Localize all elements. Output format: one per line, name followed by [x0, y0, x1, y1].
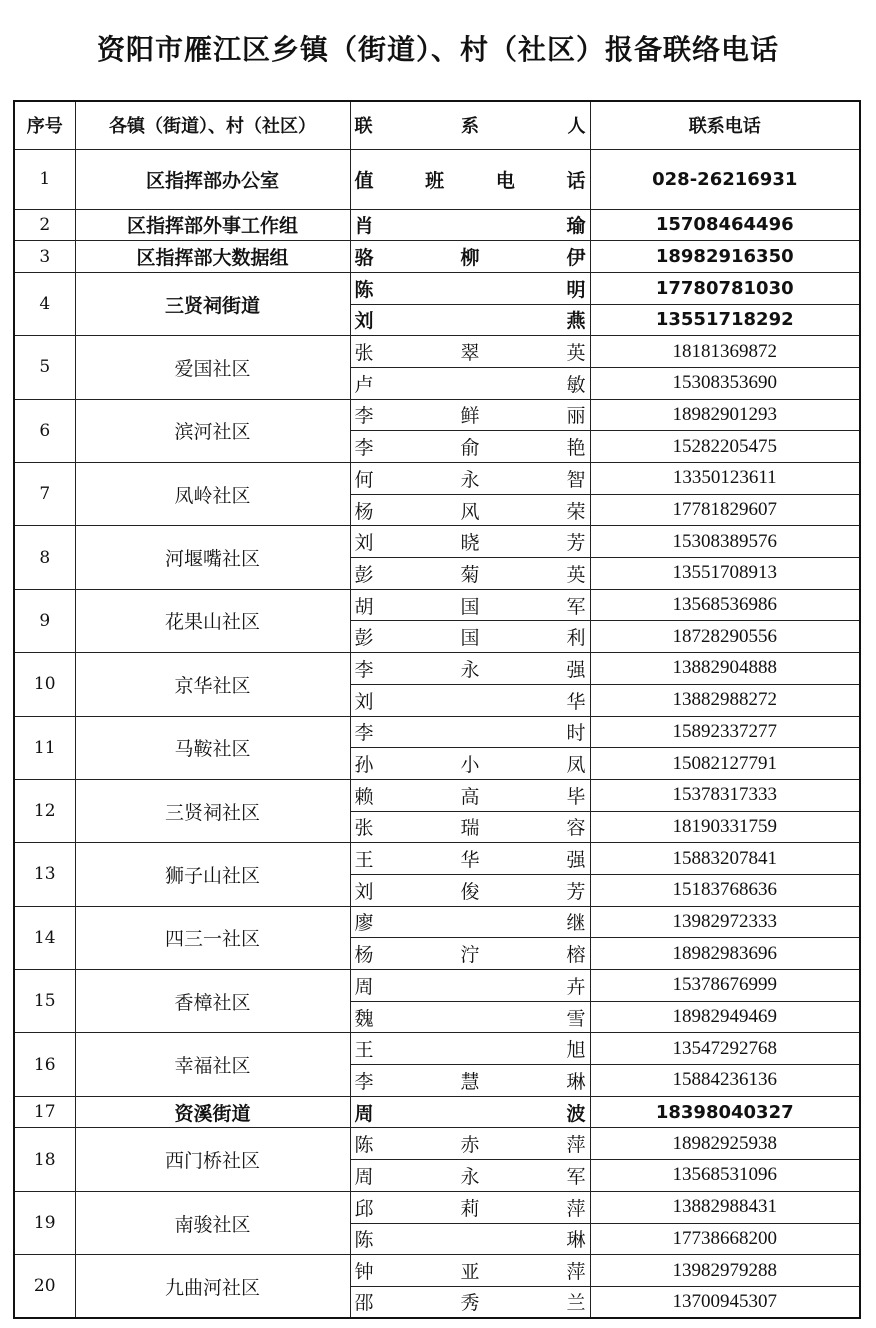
- contact-name-char: 柳: [460, 247, 480, 270]
- table-row: [14, 526, 860, 558]
- contact-phone: 13551708913: [590, 558, 860, 590]
- header-phone: 联系电话: [590, 101, 860, 149]
- contact-name-char: 菊: [460, 563, 480, 586]
- contact-name-char: 刘: [354, 880, 374, 903]
- contact-person: [350, 149, 590, 209]
- contact-person: [350, 431, 590, 463]
- contact-name-char: 何: [354, 468, 374, 491]
- contact-name-char: 鲜: [460, 405, 480, 428]
- contact-person: [350, 843, 590, 875]
- row-number: 19: [14, 1191, 75, 1254]
- unit-name: 滨河社区: [75, 399, 350, 462]
- contact-name-char: 杨: [354, 944, 374, 967]
- unit-name: 四三一社区: [75, 906, 350, 969]
- contact-person: [350, 938, 590, 970]
- unit-name: 西门桥社区: [75, 1128, 350, 1191]
- contact-name-char: 燕: [566, 310, 586, 333]
- contact-name-char: 翠: [460, 342, 480, 365]
- contact-person: [350, 1096, 590, 1128]
- contact-name-char: 瑜: [566, 215, 586, 238]
- table-row: [14, 1033, 860, 1065]
- contact-name-char: 萍: [566, 1197, 586, 1220]
- contact-phone: 18728290556: [590, 621, 860, 653]
- contact-name-char: 强: [566, 849, 586, 872]
- contact-person: [350, 1001, 590, 1033]
- table-header-row: [14, 101, 860, 149]
- contact-name-char: 杨: [354, 500, 374, 523]
- contact-person: [350, 1160, 590, 1192]
- contact-name-char: 张: [354, 817, 374, 840]
- contact-name-char: 赤: [460, 1134, 480, 1157]
- contact-name-char: 肖: [354, 215, 374, 238]
- contact-name-char: 琳: [566, 1229, 586, 1252]
- contact-name-char: 军: [566, 1165, 586, 1188]
- contact-person: [350, 653, 590, 685]
- row-number: 16: [14, 1033, 75, 1096]
- unit-name: 南骏社区: [75, 1191, 350, 1254]
- contact-name-char: 容: [566, 817, 586, 840]
- contact-name-char: 李: [354, 722, 374, 745]
- contact-phone: 13982979288: [590, 1255, 860, 1287]
- row-number: 15: [14, 970, 75, 1033]
- contact-name-char: 明: [566, 278, 586, 301]
- contact-phone: 18398040327: [590, 1096, 860, 1128]
- contact-name-char: 国: [460, 627, 480, 650]
- table-row: [14, 241, 860, 273]
- contact-phone: 15082127791: [590, 748, 860, 780]
- contact-person: [350, 748, 590, 780]
- contact-name-char: 李: [354, 1070, 374, 1093]
- contact-name-char: 荣: [566, 500, 586, 523]
- contact-person: [350, 1065, 590, 1097]
- contact-phone: 15892337277: [590, 716, 860, 748]
- row-number: 10: [14, 653, 75, 716]
- contact-phone: 17738668200: [590, 1223, 860, 1255]
- table-row: [14, 1255, 860, 1287]
- contact-name-char: 值: [354, 169, 374, 192]
- contact-phone: 17780781030: [590, 272, 860, 304]
- contact-phone: 18181369872: [590, 336, 860, 368]
- contact-name-char: 永: [460, 1165, 480, 1188]
- contact-person: [350, 716, 590, 748]
- contact-name-char: 艳: [566, 437, 586, 460]
- table-row: [14, 399, 860, 431]
- contact-name-char: 小: [460, 754, 480, 777]
- unit-name: 马鞍社区: [75, 716, 350, 779]
- contact-person: [350, 1033, 590, 1065]
- contact-person: [350, 874, 590, 906]
- contact-name-char: 风: [460, 500, 480, 523]
- contact-name-char: 芳: [566, 880, 586, 903]
- contact-name-char: 周: [354, 1165, 374, 1188]
- contact-phone: 13882988431: [590, 1191, 860, 1223]
- contact-phone: 18190331759: [590, 811, 860, 843]
- contact-name-char: 军: [566, 595, 586, 618]
- contact-name-char: 邵: [354, 1292, 374, 1315]
- contact-name-char: 兰: [566, 1292, 586, 1315]
- contact-name-char: 时: [566, 722, 586, 745]
- unit-name: 幸福社区: [75, 1033, 350, 1096]
- contact-person: [350, 1286, 590, 1318]
- unit-name: 九曲河社区: [75, 1255, 350, 1318]
- table-row: [14, 653, 860, 685]
- contact-name-char: 亚: [460, 1261, 480, 1284]
- contact-person: [350, 684, 590, 716]
- contact-name-char: 华: [460, 849, 480, 872]
- contact-phone: 15308389576: [590, 526, 860, 558]
- contact-name-char: 周: [354, 1102, 374, 1125]
- contact-phone: 13700945307: [590, 1286, 860, 1318]
- contact-phone: 13547292768: [590, 1033, 860, 1065]
- contact-phone: 15884236136: [590, 1065, 860, 1097]
- contact-name-char: 俊: [460, 880, 480, 903]
- unit-name: 花果山社区: [75, 589, 350, 652]
- contact-phone: 15708464496: [590, 209, 860, 241]
- table-row: [14, 843, 860, 875]
- table-row: [14, 970, 860, 1002]
- contact-name-char: 卢: [354, 373, 374, 396]
- contact-name-char: 彭: [354, 563, 374, 586]
- table-row: [14, 779, 860, 811]
- contact-name-char: 英: [566, 342, 586, 365]
- header-contact: [350, 101, 590, 149]
- unit-name: 爱国社区: [75, 336, 350, 399]
- contact-phone: 13882988272: [590, 684, 860, 716]
- contact-person: [350, 463, 590, 495]
- contact-name-char: 丽: [566, 405, 586, 428]
- contact-person: [350, 1128, 590, 1160]
- contact-name-char: 钟: [354, 1261, 374, 1284]
- contact-person: [350, 779, 590, 811]
- contact-name-char: 萍: [566, 1261, 586, 1284]
- row-number: 14: [14, 906, 75, 969]
- page-title: 资阳市雁江区乡镇（街道）、村（社区）报备联络电话: [96, 33, 779, 66]
- contact-name-char: 泞: [460, 944, 480, 967]
- contact-phone: 13551718292: [590, 304, 860, 336]
- contact-name-char: 刘: [354, 690, 374, 713]
- unit-name: 三贤祠社区: [75, 779, 350, 842]
- contact-name-char: 张: [354, 342, 374, 365]
- contact-name-char: 周: [354, 975, 374, 998]
- contact-name-char: 陈: [354, 278, 374, 301]
- contact-name-char: 榕: [566, 944, 586, 967]
- contact-phone: 18982925938: [590, 1128, 860, 1160]
- contact-person: [350, 526, 590, 558]
- contact-name-char: 王: [354, 1039, 374, 1062]
- contact-name-char: 波: [566, 1102, 586, 1125]
- contact-name-char: 赖: [354, 785, 374, 808]
- contact-name-char: 利: [566, 627, 586, 650]
- contact-phone: 13982972333: [590, 906, 860, 938]
- row-number: 3: [14, 241, 75, 273]
- contact-name-char: 国: [460, 595, 480, 618]
- row-number: 11: [14, 716, 75, 779]
- contact-person: [350, 970, 590, 1002]
- table-row: [14, 1191, 860, 1223]
- contact-name-char: 智: [566, 468, 586, 491]
- contact-person: [350, 399, 590, 431]
- contact-name-char: 芳: [566, 532, 586, 555]
- contact-phone: 17781829607: [590, 494, 860, 526]
- contact-phone: 18982949469: [590, 1001, 860, 1033]
- contact-name-char: 晓: [460, 532, 480, 555]
- contact-person: [350, 906, 590, 938]
- table-row: [14, 209, 860, 241]
- row-number: 13: [14, 843, 75, 906]
- contact-phone: 028-26216931: [590, 149, 860, 209]
- row-number: 7: [14, 463, 75, 526]
- unit-name: 香樟社区: [75, 970, 350, 1033]
- table-row: [14, 463, 860, 495]
- unit-name: 资溪街道: [75, 1096, 350, 1128]
- contact-name-char: 陈: [354, 1229, 374, 1252]
- contact-person: [350, 558, 590, 590]
- contact-name-char: 伊: [566, 247, 586, 270]
- row-number: 6: [14, 399, 75, 462]
- contact-phone: 18982901293: [590, 399, 860, 431]
- contact-phone: 15308353690: [590, 367, 860, 399]
- contact-phone: 15378317333: [590, 779, 860, 811]
- row-number: 12: [14, 779, 75, 842]
- contact-phone: 15282205475: [590, 431, 860, 463]
- contact-name-char: 廖: [354, 912, 374, 935]
- contact-name-char: 邱: [354, 1197, 374, 1220]
- contact-name-char: 雪: [566, 1007, 586, 1030]
- contact-name-char: 卉: [566, 975, 586, 998]
- table-body: [14, 149, 860, 1318]
- contact-person: [350, 621, 590, 653]
- contact-phone: 13568531096: [590, 1160, 860, 1192]
- table-row: [14, 716, 860, 748]
- contact-person: [350, 1255, 590, 1287]
- unit-name: 区指挥部办公室: [75, 149, 350, 209]
- row-number: 2: [14, 209, 75, 241]
- contact-name-char: 敏: [566, 373, 586, 396]
- contact-name-char: 毕: [566, 785, 586, 808]
- contact-name-char: 瑞: [460, 817, 480, 840]
- contact-person: [350, 272, 590, 304]
- contact-name-char: 高: [460, 785, 480, 808]
- contact-phone: 18982916350: [590, 241, 860, 273]
- contact-person: [350, 494, 590, 526]
- contact-name-char: 继: [566, 912, 586, 935]
- table-row: [14, 906, 860, 938]
- unit-name: 区指挥部外事工作组: [75, 209, 350, 241]
- contact-person: [350, 1191, 590, 1223]
- contact-phone: 15183768636: [590, 874, 860, 906]
- unit-name: 京华社区: [75, 653, 350, 716]
- contact-name-char: 华: [566, 690, 586, 713]
- contact-name-char: 电: [495, 169, 515, 192]
- contact-phone: 15883207841: [590, 843, 860, 875]
- contact-phone: 15378676999: [590, 970, 860, 1002]
- row-number: 17: [14, 1096, 75, 1128]
- unit-name: 凤岭社区: [75, 463, 350, 526]
- row-number: 5: [14, 336, 75, 399]
- contact-name-char: 骆: [354, 247, 374, 270]
- unit-name: 区指挥部大数据组: [75, 241, 350, 273]
- contact-name-char: 李: [354, 658, 374, 681]
- contact-name-char: 萍: [566, 1134, 586, 1157]
- contact-person: [350, 1223, 590, 1255]
- contact-name-char: 王: [354, 849, 374, 872]
- table-row: [14, 272, 860, 304]
- contact-name-char: 永: [460, 468, 480, 491]
- contact-name-char: 凤: [566, 754, 586, 777]
- table-row: [14, 589, 860, 621]
- row-number: 9: [14, 589, 75, 652]
- contact-phone: 13350123611: [590, 463, 860, 495]
- contact-person: [350, 336, 590, 368]
- unit-name: 河堰嘴社区: [75, 526, 350, 589]
- contact-name-char: 话: [566, 169, 586, 192]
- table-row: [14, 1096, 860, 1128]
- contact-name-char: 刘: [354, 310, 374, 333]
- contact-name-char: 李: [354, 437, 374, 460]
- header-no: 序号: [14, 101, 75, 149]
- contact-name-char: 孙: [354, 754, 374, 777]
- contact-name-char: 李: [354, 405, 374, 428]
- table-row: [14, 1128, 860, 1160]
- contact-name-char: 胡: [354, 595, 374, 618]
- contact-table: [13, 100, 861, 1319]
- contact-name-char: 英: [566, 563, 586, 586]
- contact-person: [350, 304, 590, 336]
- contact-person: [350, 367, 590, 399]
- row-number: 8: [14, 526, 75, 589]
- row-number: 18: [14, 1128, 75, 1191]
- contact-phone: 13568536986: [590, 589, 860, 621]
- contact-person: [350, 811, 590, 843]
- contact-name-char: 魏: [354, 1007, 374, 1030]
- contact-name-char: 俞: [460, 437, 480, 460]
- contact-name-char: 刘: [354, 532, 374, 555]
- contact-phone: 13882904888: [590, 653, 860, 685]
- contact-name-char: 莉: [460, 1197, 480, 1220]
- contact-name-char: 强: [566, 658, 586, 681]
- contact-name-char: 永: [460, 658, 480, 681]
- contact-person: [350, 209, 590, 241]
- contact-person: [350, 241, 590, 273]
- header-contact-char: 人: [567, 116, 586, 138]
- contact-name-char: 琳: [566, 1070, 586, 1093]
- contact-person: [350, 589, 590, 621]
- header-contact-char: 联: [354, 116, 373, 138]
- header-contact-char: 系: [461, 116, 479, 138]
- contact-name-char: 秀: [460, 1292, 480, 1315]
- contact-name-char: 陈: [354, 1134, 374, 1157]
- row-number: 1: [14, 149, 75, 209]
- row-number: 4: [14, 272, 75, 335]
- contact-name-char: 旭: [566, 1039, 586, 1062]
- contact-name-char: 慧: [460, 1070, 480, 1093]
- row-number: 20: [14, 1255, 75, 1318]
- unit-name: 狮子山社区: [75, 843, 350, 906]
- contact-phone: 18982983696: [590, 938, 860, 970]
- header-unit: 各镇（街道）、村（社区）: [75, 101, 350, 149]
- contact-name-char: 班: [425, 169, 445, 192]
- table-row: [14, 336, 860, 368]
- contact-name-char: 彭: [354, 627, 374, 650]
- table-row: [14, 149, 860, 209]
- unit-name: 三贤祠街道: [75, 272, 350, 335]
